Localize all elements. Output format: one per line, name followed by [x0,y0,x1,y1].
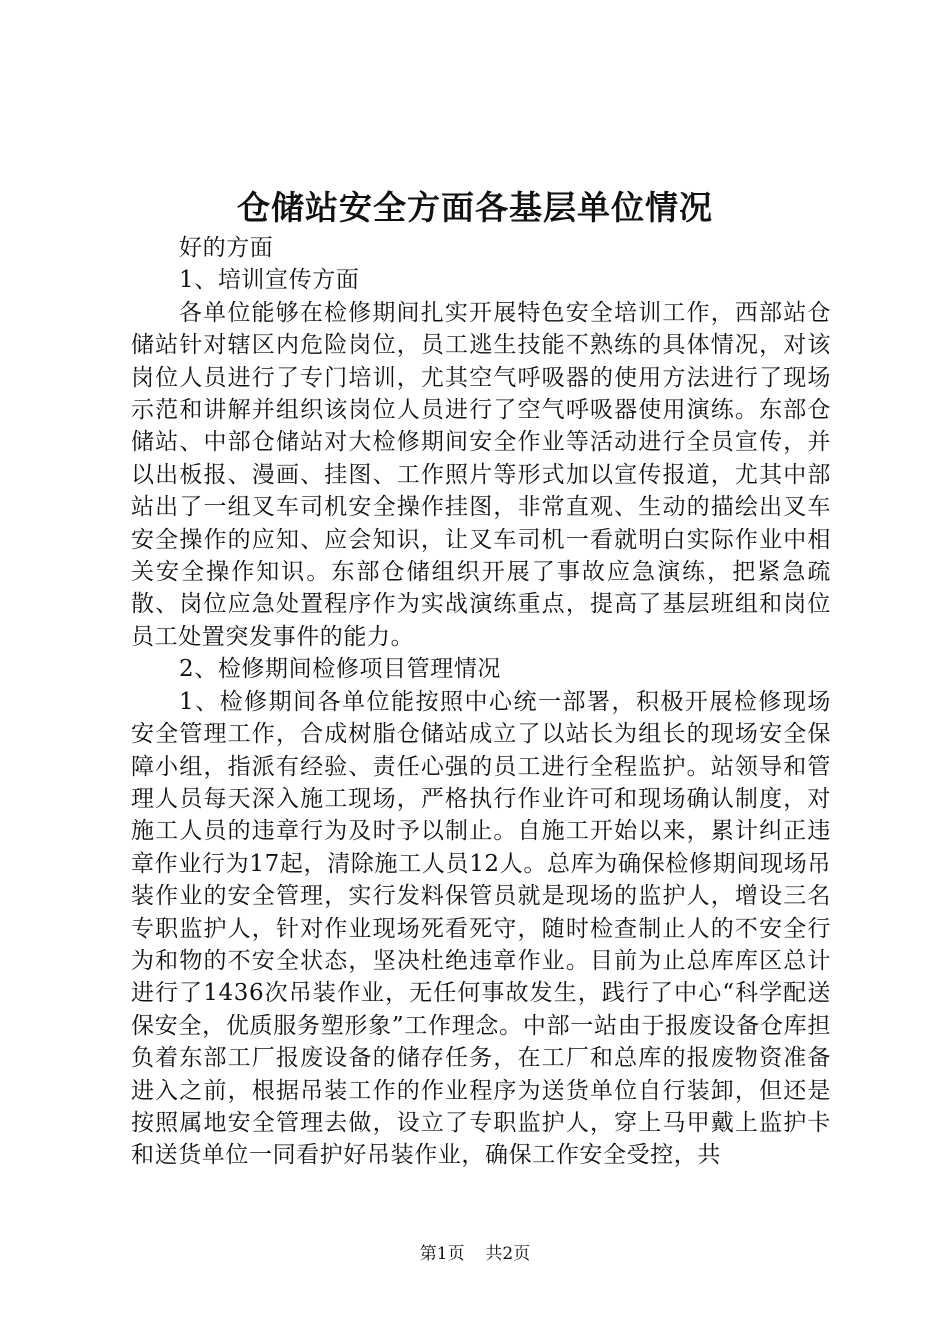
page-number: 第1页 [419,1244,465,1264]
subsection-heading-training: 1、培训宣传方面 [179,267,360,294]
paragraph-training: 各单位能够在检修期间扎实开展特色安全培训工作，西部站仓储站针对辖区内危险岗位，员工逃生技能不熟练的具体情况，对该岗位人员进行了专门培训，尤其空气呼吸器的使用方法进行了现场示范和讲解并组织该岗位人员进行了空气呼吸器使用演练。东部仓储站、中部仓储站对大检修期间安全作业等活动进行全员宣传，并以出板报、漫画、挂图、工作照片等形式加以宣传报道，尤其中部站出了一组叉车司机安全操作挂图，非常直观、生动的描绘出叉车安全操作的应知、应会知识，让叉车司机一看就明白实际作业中相关安全操作知识。东部仓储组织开展了事故应急演练，把紧急疏散、岗位应急处置程序作为实战演练重点，提高了基层班组和岗位员工处置突发事件的能力。 [131,299,831,650]
document-body [131,232,831,1172]
document-title: 仓储站安全方面各基层单位情况 [237,188,713,227]
paragraph-maintenance: 1、检修期间各单位能按照中心统一部署，积极开展检修现场安全管理工作，合成树脂仓储站成立了以站长为组长的现场安全保障小组，指派有经验、责任心强的员工进行全程监护。站领导和管理人员每天深入施工现场，严格执行作业许可和现场确认制度，对施工人员的违章行为及时予以制止。自施工开始以来，累计纠正违章作业行为17起，清除施工人员12人。总库为确保检修期间现场吊装作业的安全管理，实行发料保管员就是现场的监护人，增设三名专职监护人，针对作业现场死看死守，随时检查制止人的不安全行为和物的不安全状态，坚决杜绝违章作业。目前为止总库库区总计进行了1436次吊装作业，无任何事故发生，践行了中心“科学配送保安全，优质服务塑形象”工作理念。中部一站由于报废设备仓库担负着东部工厂报废设备的储存任务，在工厂和总库的报废物资准备进入之前，根据吊装工作的作业程序为送货单位自行装卸，但还是按照属地安全管理去做，设立了专职监护人，穿上马甲戴上监护卡和送货单位一同看护好吊装作业，确保工作安全受控，共 [131,688,831,1169]
section-heading-good-aspects: 好的方面 [179,235,274,261]
page-footer [0,1242,950,1266]
page-total: 共2页 [485,1244,531,1264]
subsection-heading-maintenance: 2、检修期间检修项目管理情况 [179,656,502,683]
